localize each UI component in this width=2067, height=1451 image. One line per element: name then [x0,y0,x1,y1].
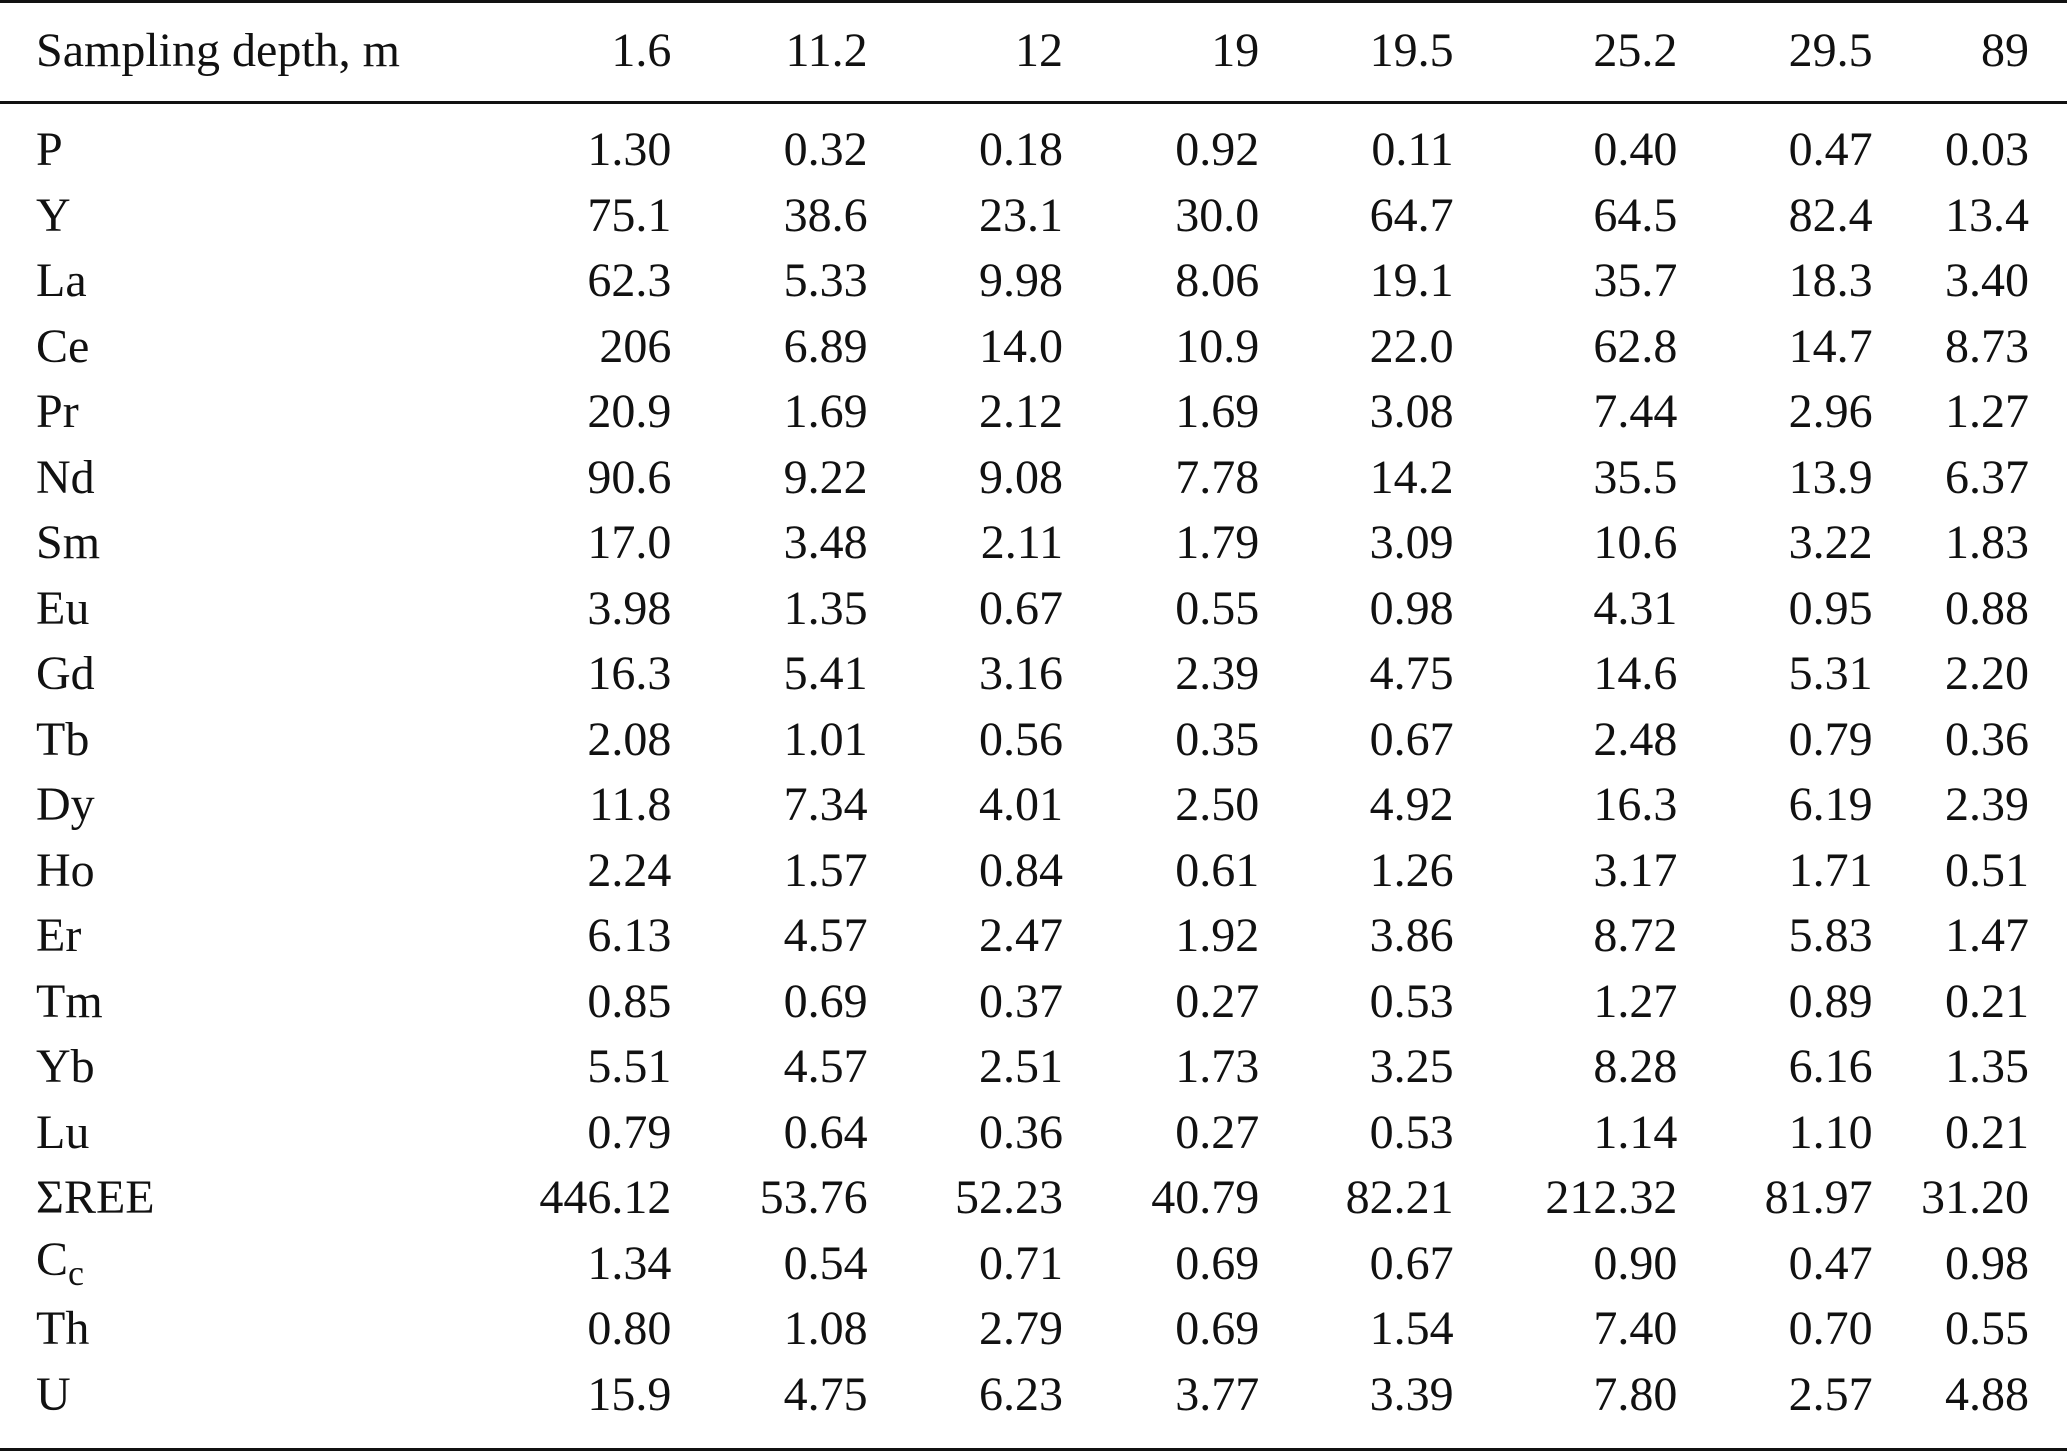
table-cell: 18.3 [1788,254,1873,308]
table-cell: 0.56 [978,712,1063,766]
table-cell: 82.4 [1788,188,1873,242]
table-cell: 1.26 [1369,843,1454,897]
table-cell: 2.08 [587,712,672,766]
row-label [0,101,488,183]
table-row [0,183,2067,249]
table-cell: 0.11 [1371,123,1454,176]
table-cell: 2.20 [1945,647,2029,701]
table-cell: 1.71 [1788,843,1873,897]
table-cell: 1.47 [1945,909,2029,963]
table-cell: 17.0 [587,516,672,570]
table-cell: 6.19 [1788,778,1873,832]
row-label-text: U [36,1367,71,1421]
table-cell: 1.35 [1945,1040,2029,1094]
row-label [0,1362,488,1428]
table-row [0,642,2067,708]
table-cell: 0.36 [978,1105,1063,1159]
table-cell: 35.7 [1593,254,1678,308]
table-cell: 53.76 [759,1171,868,1225]
table-cell: 1.69 [1175,385,1260,439]
table-cell: 13.4 [1945,188,2029,242]
table-cell: 4.92 [1369,778,1454,832]
table-cell: 64.7 [1369,188,1454,242]
table-cell: 52.23 [954,1171,1063,1225]
table-cell: 0.53 [1369,1105,1454,1159]
row-label [0,707,488,773]
table-cell: 3.17 [1593,843,1678,897]
table-cell: 3.77 [1175,1367,1260,1421]
table-cell: 3.16 [978,647,1063,701]
table-cell: 0.84 [978,843,1063,897]
row-label-text: P [36,123,63,176]
table-cell: 38.6 [783,188,868,242]
table-cell: 3.25 [1369,1040,1454,1094]
table-row [0,1166,2067,1232]
table-cell: 5.83 [1788,909,1873,963]
table-cell: 1.14 [1593,1105,1678,1159]
table-cell: 1.92 [1175,909,1260,963]
table-cell: 14.0 [978,319,1063,373]
table-row [0,249,2067,315]
table-cell: 7.34 [783,778,868,832]
table-cell: 0.53 [1369,974,1454,1028]
table-row [0,576,2067,642]
table-cell: 2.96 [1788,385,1873,439]
table-cell: 90.6 [587,450,672,504]
table-cell: 3.98 [587,581,672,635]
table-cell: 35.5 [1593,450,1678,504]
table-cell: 16.3 [1593,778,1678,832]
table-cell: 7.78 [1175,450,1260,504]
table-cell: 3.48 [783,516,868,570]
table-cell: 2.11 [980,516,1063,570]
row-label-text: C [36,1233,69,1287]
row-label-text: Th [36,1302,90,1356]
table-cell: 2.24 [587,843,672,897]
table-row [0,101,2067,183]
table-cell: 0.54 [783,1236,868,1290]
header-row [0,0,2067,101]
row-label [0,380,488,446]
table-cell: 82.21 [1345,1171,1454,1225]
table-cell: 0.95 [1788,581,1873,635]
table-cell: 1.54 [1369,1302,1454,1356]
table-cell: 81.97 [1764,1171,1873,1225]
table-cell: 5.33 [783,254,868,308]
table-cell: 62.3 [587,254,672,308]
table-cell: 2.39 [1945,778,2029,832]
table-cell: 40.79 [1151,1171,1260,1225]
table-cell: 8.06 [1175,254,1260,308]
table-cell: 0.36 [1945,712,2029,766]
table-cell: 0.71 [978,1236,1063,1290]
table-cell: 2.57 [1788,1367,1873,1421]
table-cell: 3.09 [1369,516,1454,570]
table-cell: 6.23 [978,1367,1063,1421]
table-cell: 0.88 [1945,581,2029,635]
table-cell: 1.08 [783,1302,868,1356]
row-label [0,511,488,577]
table-cell: 0.67 [1369,712,1454,766]
table-cell: 14.7 [1788,319,1873,373]
table-cell: 1.34 [587,1236,672,1290]
table-cell: 19.1 [1369,254,1454,308]
table-cell: 2.79 [978,1302,1063,1356]
header-depth: 12 [1014,23,1063,77]
table-cell: 14.6 [1593,647,1678,701]
table-cell: 16.3 [587,647,672,701]
header-label: Sampling depth, m [36,23,400,77]
table-cell: 0.67 [1369,1236,1454,1290]
row-label [0,445,488,511]
table-cell: 206 [599,319,672,373]
table-cell: 5.31 [1788,647,1873,701]
table-cell: 2.47 [978,909,1063,963]
row-label-text: Tm [36,974,103,1028]
table-cell: 7.44 [1593,385,1678,439]
table-cell: 6.16 [1788,1040,1873,1094]
header-depth: 25.2 [1593,23,1678,77]
row-label-text: Yb [36,1040,95,1094]
table-cell: 3.39 [1369,1367,1454,1421]
table-cell: 0.98 [1945,1236,2029,1290]
table-cell: 0.03 [1945,123,2029,176]
table-cell: 8.28 [1593,1040,1678,1094]
table-cell: 212.32 [1545,1171,1678,1225]
row-label-text: Eu [36,581,90,635]
table-cell: 4.57 [783,909,868,963]
row-label-text: Tb [36,712,90,766]
table-row [0,1362,2067,1428]
header-depth: 1.6 [611,23,672,77]
table-cell: 0.80 [587,1302,672,1356]
row-label [0,969,488,1035]
table-cell: 0.67 [978,581,1063,635]
table-cell: 0.51 [1945,843,2029,897]
row-label-subscript: c [68,1253,84,1294]
row-label [0,1231,488,1297]
table-cell: 0.79 [1788,712,1873,766]
table-cell: 5.41 [783,647,868,701]
table-body [0,101,2067,1428]
table-cell: 7.80 [1593,1367,1678,1421]
table-cell: 2.50 [1175,778,1260,832]
table-cell: 3.22 [1788,516,1873,570]
table-cell: 3.40 [1945,254,2029,308]
table-cell: 1.10 [1788,1105,1873,1159]
table-cell: 8.73 [1945,319,2029,373]
table-cell: 10.6 [1593,516,1678,570]
table-cell: 31.20 [1921,1171,2029,1225]
row-label-text: Dy [36,778,95,832]
table-cell: 0.90 [1593,1236,1678,1290]
table-cell: 0.40 [1593,123,1678,176]
table-cell: 62.8 [1593,319,1678,373]
header-depth: 89 [1981,23,2029,77]
table-cell: 0.69 [1175,1302,1260,1356]
header-depth: 19 [1211,23,1260,77]
table-row [0,445,2067,511]
table-cell: 13.9 [1788,450,1873,504]
table-cell: 23.1 [978,188,1063,242]
row-label-text: Lu [36,1105,90,1159]
row-label [0,1166,488,1232]
table-cell: 75.1 [587,188,672,242]
row-label-text: Gd [36,647,95,701]
table-cell: 0.32 [783,123,868,176]
table-cell: 1.57 [783,843,868,897]
table-cell: 0.98 [1369,581,1454,635]
row-label-text: ΣREE [36,1171,155,1225]
row-label-text: Ho [36,843,95,897]
table-cell: 1.73 [1175,1040,1260,1094]
table-cell: 0.27 [1175,974,1260,1028]
table-row [0,314,2067,380]
table-cell: 3.86 [1369,909,1454,963]
table-cell: 5.51 [587,1040,672,1094]
row-label [0,642,488,708]
table-row [0,1297,2067,1363]
table-cell: 1.01 [783,712,868,766]
table-cell: 2.12 [978,385,1063,439]
table-cell: 64.5 [1593,188,1678,242]
table-cell: 9.98 [978,254,1063,308]
table-cell: 4.31 [1593,581,1678,635]
table-row [0,1231,2067,1297]
row-label-text: Y [36,188,71,242]
row-label-text: Er [36,909,82,963]
table-cell: 11.8 [589,778,672,832]
table-cell: 1.27 [1593,974,1678,1028]
table-cell: 8.72 [1593,909,1678,963]
table-cell: 22.0 [1369,319,1454,373]
row-label [0,1035,488,1101]
table-cell: 0.89 [1788,974,1873,1028]
table-cell: 0.21 [1945,974,2029,1028]
table-cell: 30.0 [1175,188,1260,242]
table-cell: 0.69 [1175,1236,1260,1290]
table-row [0,838,2067,904]
table-cell: 0.21 [1945,1105,2029,1159]
row-label [0,904,488,970]
table-cell: 9.22 [783,450,868,504]
table-cell: 1.79 [1175,516,1260,570]
row-label-text: Ce [36,319,90,373]
table-row [0,1035,2067,1101]
row-label [0,576,488,642]
table-row [0,904,2067,970]
table-cell: 6.13 [587,909,672,963]
header-depth: 19.5 [1369,23,1454,77]
table-row [0,1100,2067,1166]
table-cell: 0.55 [1945,1302,2029,1356]
table-cell: 0.18 [978,123,1063,176]
table-cell: 4.88 [1945,1367,2029,1421]
header-depth: 11.2 [785,23,868,77]
table-cell: 1.35 [783,581,868,635]
row-label [0,1100,488,1166]
table-cell: 0.61 [1175,843,1260,897]
table-cell: 0.27 [1175,1105,1260,1159]
row-label [0,314,488,380]
table-cell: 4.57 [783,1040,868,1094]
table-cell: 0.79 [587,1105,672,1159]
row-label [0,1297,488,1363]
table-row [0,773,2067,839]
row-label-text: Sm [36,516,101,570]
table-cell: 6.89 [783,319,868,373]
row-label [0,773,488,839]
table-cell: 1.30 [587,123,672,176]
table-cell: 2.51 [978,1040,1063,1094]
table-cell: 0.64 [783,1105,868,1159]
table-cell: 0.55 [1175,581,1260,635]
table-cell: 6.37 [1945,450,2029,504]
row-label [0,183,488,249]
table-cell: 1.83 [1945,516,2029,570]
row-label [0,249,488,315]
header-depth: 29.5 [1788,23,1873,77]
table-row [0,707,2067,773]
table-cell: 3.08 [1369,385,1454,439]
table-cell: 0.37 [978,974,1063,1028]
table-cell: 0.47 [1788,123,1873,176]
row-label [0,838,488,904]
table-cell: 0.85 [587,974,672,1028]
row-label-text: La [36,254,87,308]
table-cell: 20.9 [587,385,672,439]
table-row [0,380,2067,446]
table-cell: 0.35 [1175,712,1260,766]
row-label-text: Nd [36,450,95,504]
table-cell: 4.75 [1369,647,1454,701]
table-cell: 0.69 [783,974,868,1028]
table-cell: 9.08 [978,450,1063,504]
table-cell: 1.27 [1945,385,2029,439]
table-cell: 4.01 [978,778,1063,832]
table-cell: 15.9 [587,1367,672,1421]
table-cell: 0.92 [1175,123,1260,176]
table-cell: 2.39 [1175,647,1260,701]
table-row [0,511,2067,577]
table-cell: 14.2 [1369,450,1454,504]
table-cell: 1.69 [783,385,868,439]
row-label-text: Pr [36,385,79,439]
table-cell: 0.47 [1788,1236,1873,1290]
table-cell: 4.75 [783,1367,868,1421]
table-cell: 7.40 [1593,1302,1678,1356]
table-cell: 446.12 [539,1171,672,1225]
table-cell: 0.70 [1788,1302,1873,1356]
table-cell: 2.48 [1593,712,1678,766]
table-row [0,969,2067,1035]
table-cell: 10.9 [1175,319,1260,373]
